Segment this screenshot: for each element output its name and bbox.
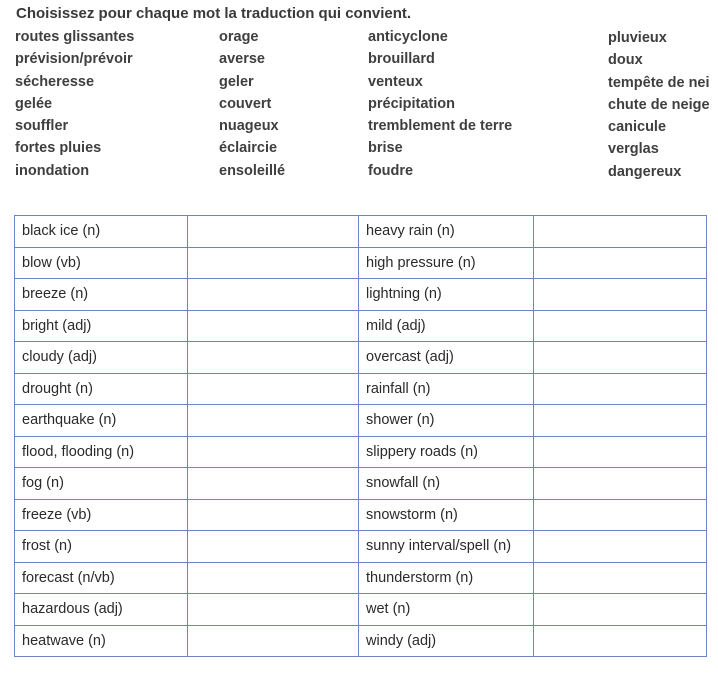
- english-term: rainfall (n): [359, 373, 534, 405]
- answer-cell[interactable]: [534, 468, 707, 500]
- english-term: earthquake (n): [15, 405, 188, 437]
- table-row: [15, 436, 707, 468]
- word-column-4: [608, 27, 710, 183]
- english-term: heatwave (n): [15, 625, 188, 657]
- french-word: couvert: [219, 95, 272, 112]
- french-word: dangereux: [608, 163, 682, 180]
- answer-cell[interactable]: [534, 342, 707, 374]
- table-row: [15, 373, 707, 405]
- french-word: geler: [219, 73, 254, 90]
- table-row: [15, 279, 707, 311]
- french-word: éclaircie: [219, 140, 278, 157]
- english-term: shower (n): [359, 405, 534, 437]
- word-column-1: [15, 26, 134, 182]
- english-term: snowfall (n): [359, 468, 534, 500]
- english-term: slippery roads (n): [359, 436, 534, 468]
- english-term: lightning (n): [359, 279, 534, 311]
- english-term: heavy rain (n): [359, 216, 534, 248]
- table-row: [15, 531, 707, 563]
- answer-cell[interactable]: [534, 216, 707, 248]
- english-term: hazardous (adj): [15, 594, 188, 626]
- french-word: venteux: [368, 73, 423, 90]
- english-term: blow (vb): [15, 247, 188, 279]
- instruction-heading: Choisissez pour chaque mot la traduction qui convient.: [16, 5, 412, 22]
- french-word: tremblement de terre: [368, 118, 513, 135]
- answer-cell[interactable]: [534, 310, 707, 342]
- french-word: routes glissantes: [15, 29, 135, 45]
- answer-cell[interactable]: [188, 373, 359, 405]
- table-row: [15, 247, 707, 279]
- table-row: [15, 216, 707, 248]
- english-term: black ice (n): [15, 216, 188, 248]
- french-word: sécheresse: [15, 73, 95, 90]
- french-word: averse: [219, 51, 265, 68]
- french-word: ensoleillé: [219, 162, 286, 179]
- answer-cell[interactable]: [188, 342, 359, 374]
- english-term: cloudy (adj): [15, 342, 188, 374]
- answer-cell[interactable]: [188, 531, 359, 563]
- table-row: [15, 310, 707, 342]
- english-term: high pressure (n): [359, 247, 534, 279]
- word-column-2: [219, 26, 285, 182]
- answer-cell[interactable]: [188, 562, 359, 594]
- french-word: brouillard: [368, 51, 435, 68]
- french-word: précipitation: [368, 95, 456, 112]
- french-word: verglas: [608, 141, 659, 158]
- english-term: freeze (vb): [15, 499, 188, 531]
- table-row: [15, 405, 707, 437]
- english-term: bright (adj): [15, 310, 188, 342]
- answer-cell[interactable]: [188, 468, 359, 500]
- answer-cell[interactable]: [188, 310, 359, 342]
- table-row: [15, 342, 707, 374]
- english-term: windy (adj): [359, 625, 534, 657]
- answer-cell[interactable]: [188, 216, 359, 248]
- french-word: orage: [219, 29, 259, 45]
- answer-cell[interactable]: [534, 405, 707, 437]
- answer-cell[interactable]: [188, 436, 359, 468]
- french-word: anticyclone: [368, 29, 448, 45]
- french-word: gelée: [15, 95, 53, 112]
- english-term: sunny interval/spell (n): [359, 531, 534, 563]
- english-term: thunderstorm (n): [359, 562, 534, 594]
- answer-cell[interactable]: [534, 531, 707, 563]
- answer-cell[interactable]: [534, 247, 707, 279]
- french-word: chute de neige: [608, 96, 710, 113]
- french-word: canicule: [608, 119, 667, 136]
- answer-cell[interactable]: [188, 405, 359, 437]
- french-word: brise: [368, 140, 403, 157]
- french-word: pluvieux: [608, 30, 667, 46]
- english-term: wet (n): [359, 594, 534, 626]
- answer-cell[interactable]: [534, 279, 707, 311]
- french-word: prévision/prévoir: [15, 51, 133, 68]
- french-word: foudre: [368, 162, 414, 179]
- answer-cell[interactable]: [188, 247, 359, 279]
- word-column-3: [368, 26, 512, 182]
- answer-cell[interactable]: [534, 625, 707, 657]
- table-row: [15, 625, 707, 657]
- answer-cell[interactable]: [534, 436, 707, 468]
- table-row: [15, 562, 707, 594]
- french-word-list: [0, 0, 718, 190]
- english-term: fog (n): [15, 468, 188, 500]
- french-word: nuageux: [219, 118, 279, 135]
- answer-cell[interactable]: [188, 625, 359, 657]
- answer-cell[interactable]: [534, 562, 707, 594]
- answer-cell[interactable]: [534, 373, 707, 405]
- answer-cell[interactable]: [188, 594, 359, 626]
- translation-table: [14, 215, 707, 657]
- french-word: souffler: [15, 118, 69, 135]
- english-term: drought (n): [15, 373, 188, 405]
- french-word: tempête de nei: [608, 74, 710, 91]
- answer-cell[interactable]: [534, 499, 707, 531]
- table-row: [15, 468, 707, 500]
- english-term: snowstorm (n): [359, 499, 534, 531]
- answer-cell[interactable]: [534, 594, 707, 626]
- english-term: forecast (n/vb): [15, 562, 188, 594]
- table-row: [15, 499, 707, 531]
- french-word: inondation: [15, 162, 90, 179]
- english-term: mild (adj): [359, 310, 534, 342]
- english-term: overcast (adj): [359, 342, 534, 374]
- french-word: doux: [608, 52, 643, 69]
- english-term: flood, flooding (n): [15, 436, 188, 468]
- answer-cell[interactable]: [188, 499, 359, 531]
- french-word: fortes pluies: [15, 140, 102, 157]
- english-term: frost (n): [15, 531, 188, 563]
- answer-cell[interactable]: [188, 279, 359, 311]
- table-row: [15, 594, 707, 626]
- english-term: breeze (n): [15, 279, 188, 311]
